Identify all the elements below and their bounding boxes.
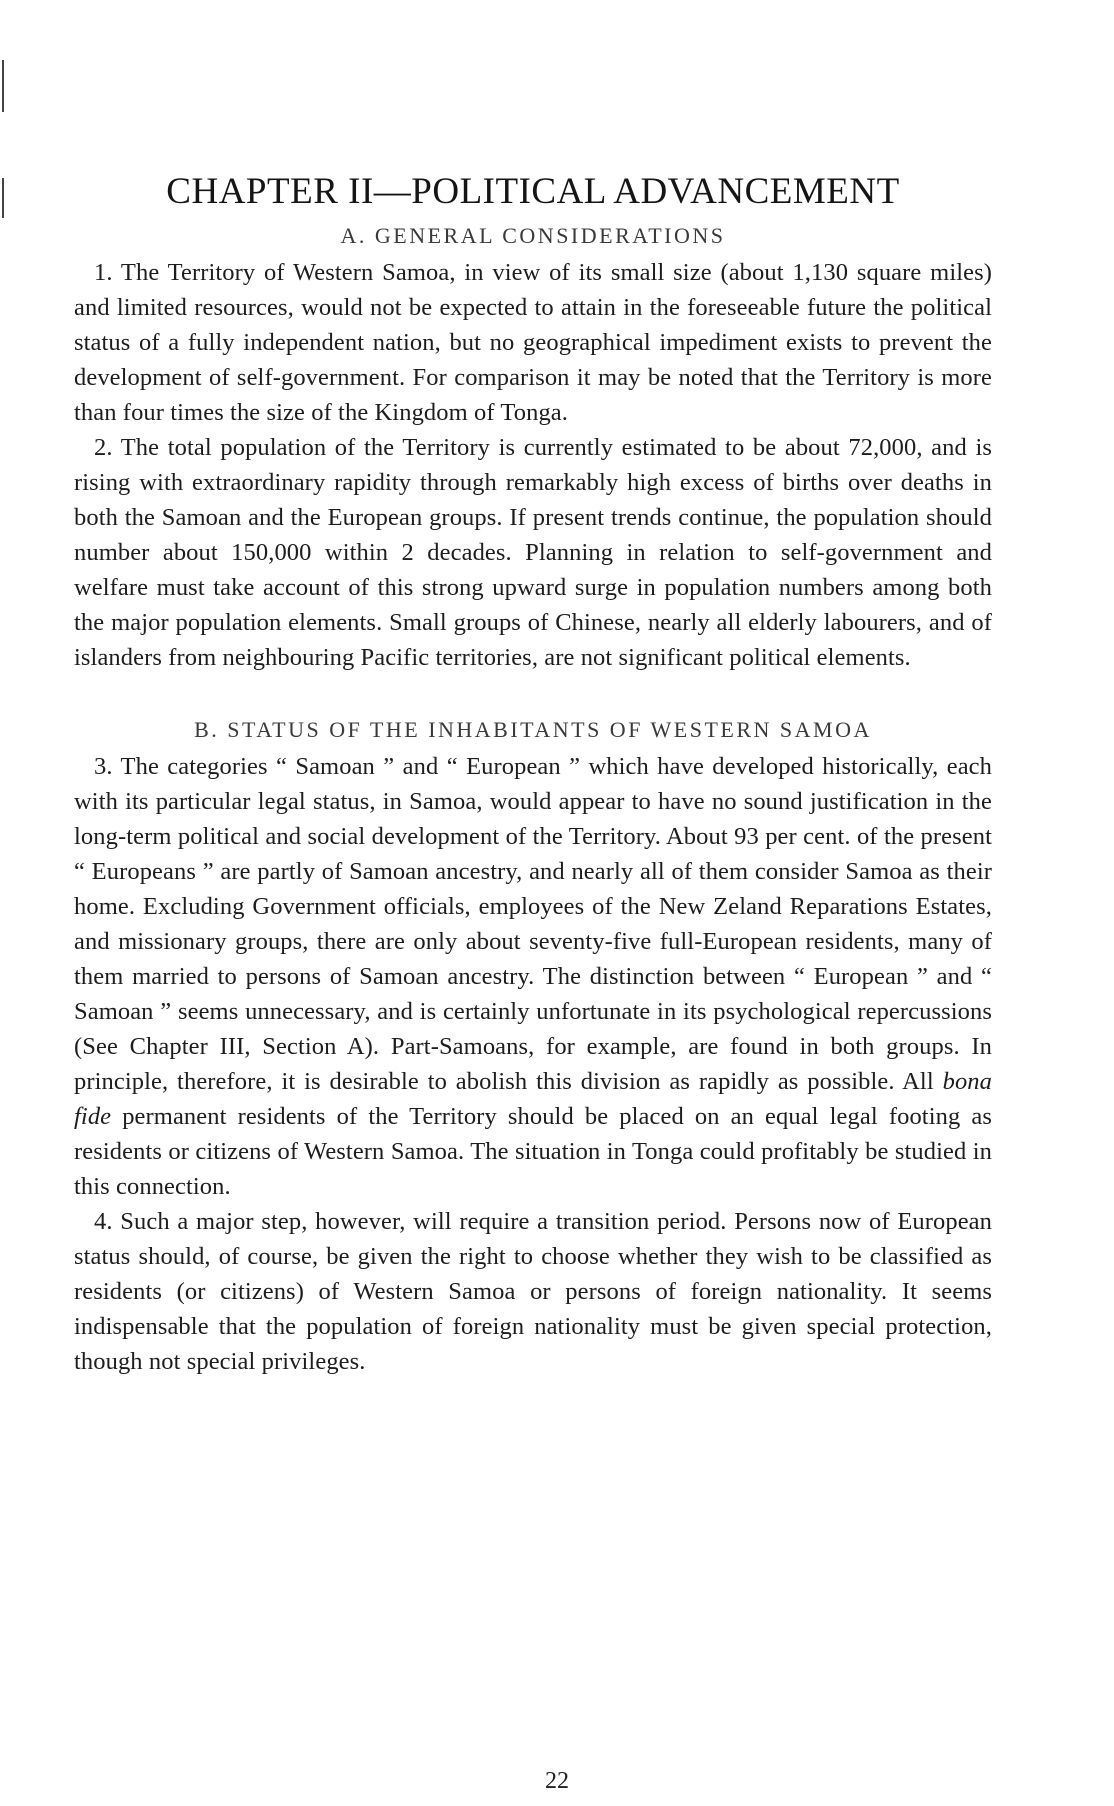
paragraph-4: 4. Such a major step, however, will require a transition period. Persons now of European status should, of course, be given the right to choose whether they wish to be classified as residents (or citizens) of Western Samoa or persons of foreign nationality. It seems indispensable that the population of foreign nationality must be given special protection, though not special privileges. <box>74 1208 992 1375</box>
paragraph-3-text-b: permanent residents of the Territory should be placed on an equal legal footing as residents or citizens of Western Samoa. The situation in Tonga could profitably be studied in this connection. <box>74 1103 992 1200</box>
paragraph-1: 1. The Territory of Western Samoa, in view of its small size (about 1,130 square miles) and limited resources, would not be expected to attain in the foreseeable future the political status of a fully independent nation, but no geographical impediment exists to prevent the development of self-government. For comparison it may be noted that the Territory is more than four times the size of the Kingdom of Tonga. <box>74 259 992 426</box>
chapter-title: CHAPTER II—POLITICAL ADVANCEMENT <box>166 171 900 212</box>
section-heading-a: A. GENERAL CONSIDERATIONS <box>340 223 726 248</box>
paragraph-3 <box>74 749 992 1204</box>
paragraph-2: 2. The total population of the Territory is currently estimated to be about 72,000, and is rising with extraordinary rapidity through remarkably high excess of births over deaths in both the Samoan and the European groups. If present trends continue, the population should number about 150,000 within 2 decades. Planning in relation to self-government and welfare must take account of this strong upward surge in population numbers among both the major population elements. Small groups of Chinese, nearly all elderly labourers, and of islanders from neighbouring Pacific territories, are not significant political elements. <box>74 434 992 671</box>
document-page <box>74 170 992 1379</box>
scan-margin-mark <box>2 60 4 112</box>
section-heading-b: B. STATUS OF THE INHABITANTS OF WESTERN SAMOA <box>194 717 872 742</box>
paragraph-3-italic: bona fide <box>74 1068 992 1130</box>
scan-margin-mark <box>2 178 4 218</box>
page-number: 22 <box>545 1768 569 1794</box>
paragraph-3-text-a: 3. The categories “ Samoan ” and “ European ” which have developed historically, each with its particular legal status, in Samoa, would appear to have no sound justification in the long-term political and social development of the Territory. About 93 per cent. of the present “ Europeans ” are partly of Samoan ancestry, and nearly all of them consider Samoa as their home. Excluding Government officials, employees of the New Zeland Reparations Estates, and missionary groups, there are only about seventy-five full-European residents, many of them married to persons of Samoan ancestry. The distinction between “ European ” and “ Samoan ” seems unnecessary, and is certainly unfortunate in its psychological repercussions (See Chapter III, Section A). Part-Samoans, for example, are found in both groups. In principle, therefore, it is desirable to abolish this division as rapidly as possible. All <box>74 753 992 1095</box>
